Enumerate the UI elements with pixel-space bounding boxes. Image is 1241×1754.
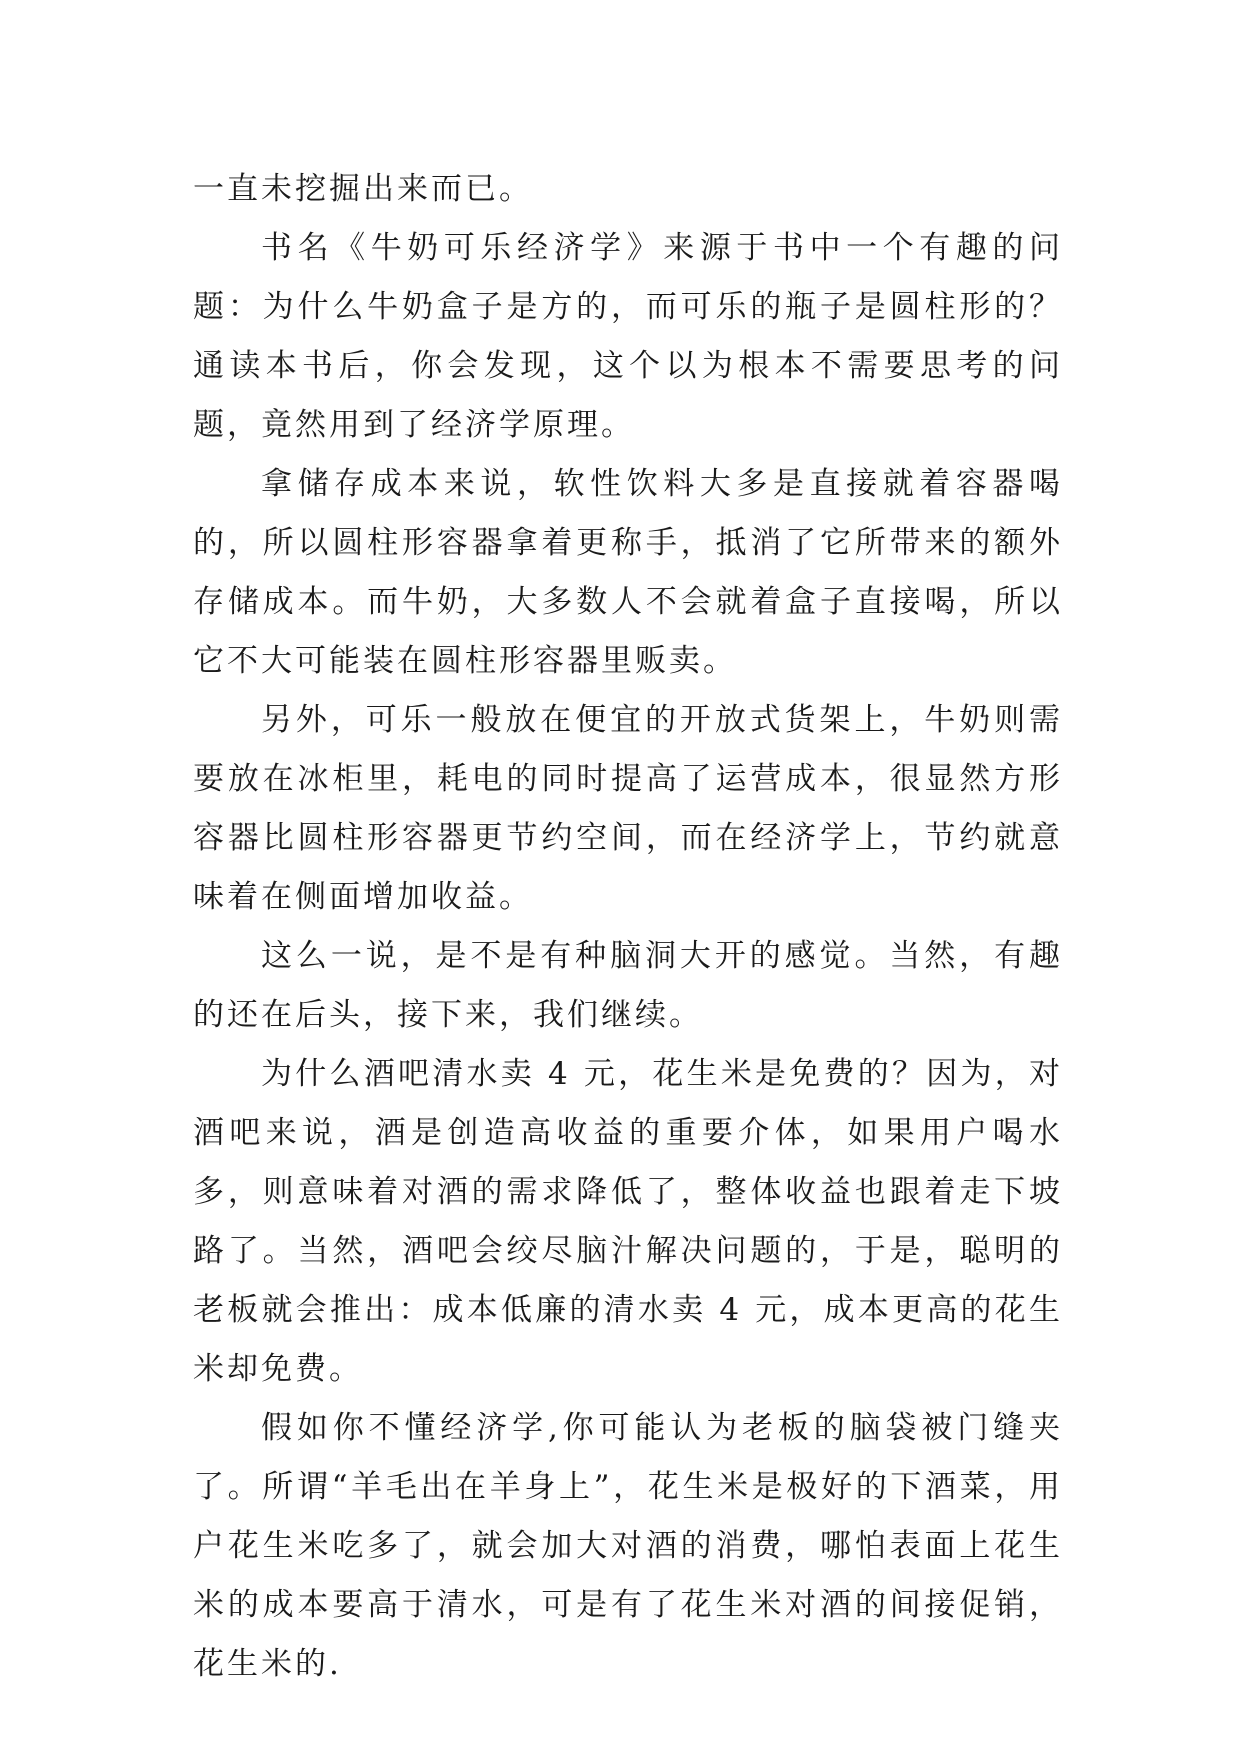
paragraph-book-title-question: 书名《牛奶可乐经济学》来源于书中一个有趣的问题：为什么牛奶盒子是方的，而可乐的瓶子是圆柱形的？通读本书后，你会发现，这个以为根本不需要思考的问题，竟然用到了经济学原理。 <box>193 230 1063 443</box>
paragraph-economics-explanation: 假如你不懂经济学,你可能认为老板的脑袋被门缝夹了。所谓“羊毛出在羊身上”，花生米是极好的下酒菜，用户花生米吃多了，就会加大对酒的消费，哪怕表面上花生米的成本要高于清水，可是有了花生米对酒的间接促销，花生米的. <box>193 1410 1063 1682</box>
paragraph-shelf-space: 另外，可乐一般放在便宜的开放式货架上，牛奶则需要放在冰柜里，耗电的同时提高了运营成本，很显然方形容器比圆柱形容器更节约空间，而在经济学上，节约就意味着在侧面增加收益。 <box>193 702 1063 915</box>
paragraph-bar-water-peanuts: 为什么酒吧清水卖 4 元，花生米是免费的？因为，对酒吧来说，酒是创造高收益的重要介体，如果用户喝水多，则意味着对酒的需求降低了，整体收益也跟着走下坡路了。当然，酒吧会绞尽脑汁解决问题的，于是，聪明的老板就会推出：成本低廉的清水卖 4 元，成本更高的花生米却免费。 <box>193 1056 1063 1387</box>
paragraph-transition: 这么一说，是不是有种脑洞大开的感觉。当然，有趣的还在后头，接下来，我们继续。 <box>193 938 1063 1033</box>
document-body <box>193 160 1063 1694</box>
paragraph-storage-cost: 拿储存成本来说，软性饮料大多是直接就着容器喝的，所以圆柱形容器拿着更称手，抵消了它所带来的额外存储成本。而牛奶，大多数人不会就着盒子直接喝，所以它不大可能装在圆柱形容器里贩卖。 <box>193 466 1063 679</box>
paragraph-continuation: 一直未挖掘出来而已。 <box>193 171 533 207</box>
